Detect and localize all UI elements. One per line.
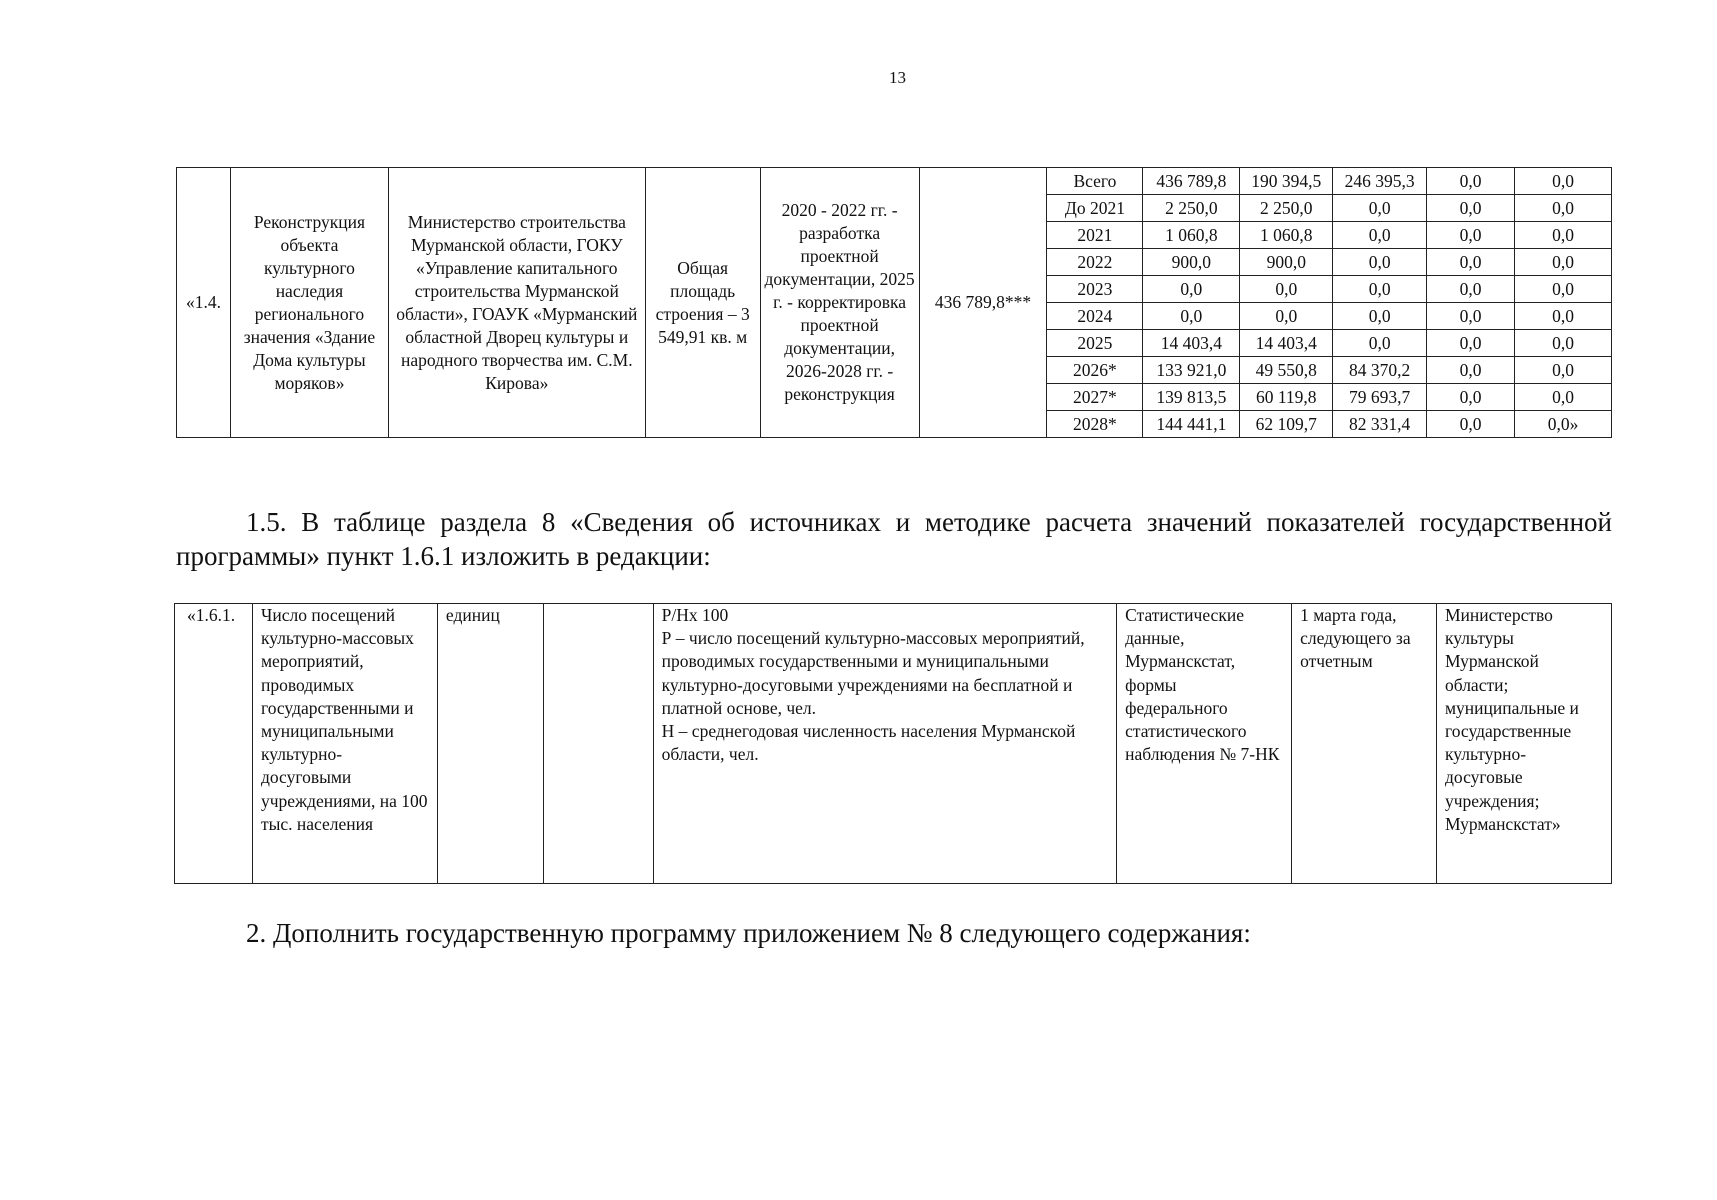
formula-line: Р – число посещений культурно-массовых мероприятий, проводимых государственными и муниципальными культурно-досуговыми учреждениями на бесплатной и платной основе, чел. <box>661 628 1085 718</box>
funding-value: 0,0 <box>1333 222 1427 249</box>
formula-line: Н – среднегодовая численность населения Мурманской области, чел. <box>661 721 1076 765</box>
funding-value: 2 250,0 <box>1240 195 1333 222</box>
funding-value: 246 395,3 <box>1333 168 1427 195</box>
indicator-number: «1.6.1. <box>175 604 253 884</box>
funding-value: 0,0 <box>1515 222 1612 249</box>
funding-value: 79 693,7 <box>1333 384 1427 411</box>
funding-value: 0,0 <box>1515 303 1612 330</box>
funding-value: 0,0 <box>1427 276 1515 303</box>
funding-value: 0,0 <box>1515 168 1612 195</box>
funding-value: 1 060,8 <box>1143 222 1240 249</box>
funding-year: Всего <box>1047 168 1143 195</box>
funding-value: 0,0 <box>1427 384 1515 411</box>
funding-value: 0,0 <box>1333 303 1427 330</box>
indicator-responsible: Министерство культуры Мурманской области; муниципальные и государственные культурно-досуговые учреждения; Мурманскстат» <box>1436 604 1611 884</box>
funding-year: 2028* <box>1047 411 1143 438</box>
funding-value: 139 813,5 <box>1143 384 1240 411</box>
funding-value: 1 060,8 <box>1240 222 1333 249</box>
funding-value: 0,0 <box>1427 330 1515 357</box>
funding-value: 0,0 <box>1143 303 1240 330</box>
funding-value: 0,0 <box>1515 384 1612 411</box>
paragraph-1-5: 1.5. В таблице раздела 8 «Сведения об источниках и методике расчета значений показателей государственной программы» пункт 1.6.1 изложить в редакции: <box>176 507 1612 571</box>
funding-row <box>177 168 1612 195</box>
funding-value: 0,0 <box>1143 276 1240 303</box>
funding-value: 900,0 <box>1240 249 1333 276</box>
funding-value: 0,0» <box>1515 411 1612 438</box>
funding-value: 436 789,8 <box>1143 168 1240 195</box>
funding-item-executor: Министерство строительства Мурманской области, ГОКУ «Управление капитального строительства Мурманской области», ГОАУК «Мурманский областной Дворец культуры и народного творчества им. С.М. Кирова» <box>388 168 645 438</box>
funding-item-total-cost: 436 789,8*** <box>919 168 1047 438</box>
funding-item-number: «1.4. <box>177 168 231 438</box>
funding-value: 190 394,5 <box>1240 168 1333 195</box>
funding-value: 82 331,4 <box>1333 411 1427 438</box>
funding-year: 2025 <box>1047 330 1143 357</box>
indicator-table <box>174 603 1612 884</box>
funding-value: 14 403,4 <box>1240 330 1333 357</box>
indicator-row <box>175 604 1612 884</box>
indicator-unit: единиц <box>437 604 543 884</box>
formula-line: Р/Нх 100 <box>661 605 729 625</box>
indicator-formula <box>653 604 1116 884</box>
indicator-source: Статистические данные, Мурманскстат, формы федерального статистического наблюдения № 7-НК <box>1117 604 1292 884</box>
funding-value: 0,0 <box>1515 330 1612 357</box>
funding-year: 2027* <box>1047 384 1143 411</box>
funding-year: До 2021 <box>1047 195 1143 222</box>
funding-value: 0,0 <box>1427 195 1515 222</box>
indicator-name: Число посещений культурно-массовых мероприятий, проводимых государственными и муниципальными культурно-досуговыми учреждениями, на 100 тыс. населения <box>252 604 437 884</box>
funding-value: 0,0 <box>1427 249 1515 276</box>
funding-value: 900,0 <box>1143 249 1240 276</box>
funding-value: 0,0 <box>1333 249 1427 276</box>
funding-value: 0,0 <box>1427 222 1515 249</box>
funding-year: 2026* <box>1047 357 1143 384</box>
funding-value: 133 921,0 <box>1143 357 1240 384</box>
funding-value: 60 119,8 <box>1240 384 1333 411</box>
funding-year: 2022 <box>1047 249 1143 276</box>
funding-value: 62 109,7 <box>1240 411 1333 438</box>
funding-value: 2 250,0 <box>1143 195 1240 222</box>
page-number: 13 <box>889 68 906 87</box>
funding-value: 0,0 <box>1333 276 1427 303</box>
funding-value: 0,0 <box>1240 276 1333 303</box>
paragraph-2: 2. Дополнить государственную программу приложением № 8 следующего содержания: <box>246 918 1251 948</box>
indicator-empty-cell <box>543 604 653 884</box>
funding-value: 84 370,2 <box>1333 357 1427 384</box>
funding-value: 0,0 <box>1515 195 1612 222</box>
funding-value: 0,0 <box>1333 330 1427 357</box>
funding-item-period: 2020 - 2022 гг. - разработка проектной документации, 2025 г. - корректировка проектной документации, 2026-2028 гг. - реконструкция <box>760 168 919 438</box>
funding-value: 0,0 <box>1333 195 1427 222</box>
funding-year: 2021 <box>1047 222 1143 249</box>
funding-year: 2023 <box>1047 276 1143 303</box>
funding-value: 0,0 <box>1427 168 1515 195</box>
funding-value: 0,0 <box>1515 276 1612 303</box>
funding-value: 0,0 <box>1427 411 1515 438</box>
funding-table <box>176 167 1612 438</box>
funding-item-name: Реконструкция объекта культурного наследия регионального значения «Здание Дома культуры моряков» <box>230 168 388 438</box>
funding-item-capacity: Общая площадь строения – 3 549,91 кв. м <box>645 168 760 438</box>
funding-table-body <box>177 168 1612 438</box>
funding-value: 0,0 <box>1427 357 1515 384</box>
funding-value: 0,0 <box>1515 357 1612 384</box>
funding-value: 0,0 <box>1427 303 1515 330</box>
funding-value: 144 441,1 <box>1143 411 1240 438</box>
funding-value: 49 550,8 <box>1240 357 1333 384</box>
funding-value: 14 403,4 <box>1143 330 1240 357</box>
funding-value: 0,0 <box>1515 249 1612 276</box>
funding-value: 0,0 <box>1240 303 1333 330</box>
funding-year: 2024 <box>1047 303 1143 330</box>
indicator-deadline: 1 марта года, следующего за отчетным <box>1292 604 1437 884</box>
